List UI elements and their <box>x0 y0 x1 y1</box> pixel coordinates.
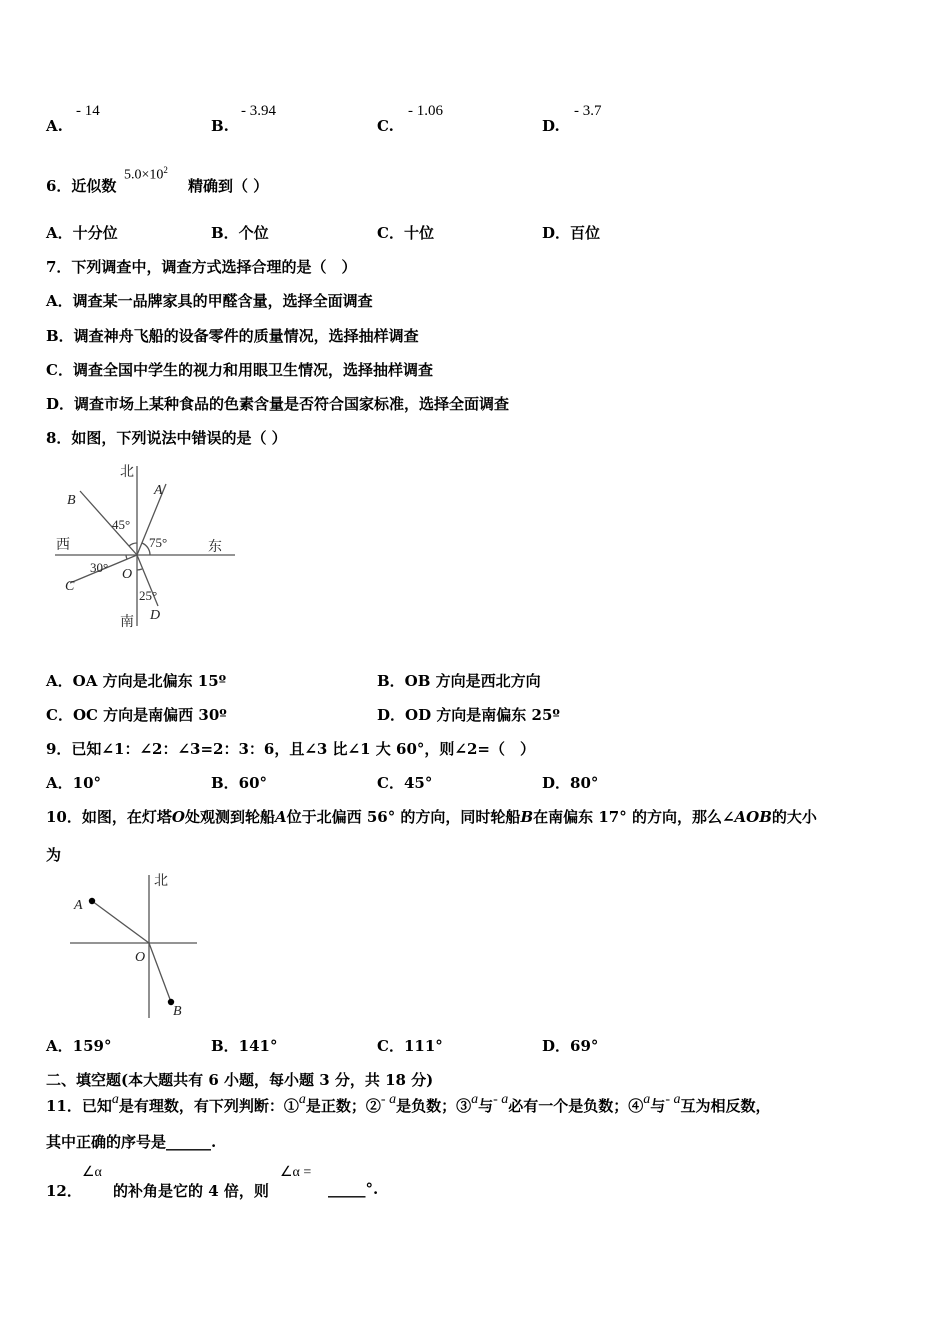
q11-var-neg-a-3: - a <box>665 1092 681 1107</box>
q7-option-a: A．调查某一品牌家具的甲醛含量，选择全面调查 <box>46 292 373 310</box>
q9-stem: 9．已知∠1：∠2：∠3=2：3：6，且∠3 比∠1 大 60°，则∠2=（ ） <box>46 740 535 758</box>
q10-stem-aob: AOB <box>734 808 772 826</box>
q7-option-c: C．调查全国中学生的视力和用眼卫生情况，选择抽样调查 <box>46 361 433 379</box>
q10-ray-oa <box>92 901 149 943</box>
q8-label-north: 北 <box>120 465 134 480</box>
q8-label-d: D <box>150 608 161 623</box>
q11-part1: 11．已知 <box>46 1097 112 1115</box>
q8-arc-45 <box>129 543 137 546</box>
q5-option-d-value: - 3.7 <box>574 103 602 119</box>
q8-arc-25 <box>137 569 142 570</box>
q11-var-a-4: a <box>643 1092 651 1107</box>
q8-option-a: A．OA 方向是北偏东 15º <box>46 672 227 690</box>
q6-expression <box>124 165 168 184</box>
q8-label-south: 南 <box>120 615 134 630</box>
q5-option-d-letter: D. <box>542 117 560 135</box>
q5-option-b-letter: B. <box>211 117 229 135</box>
q8-option-b: B．OB 方向是西北方向 <box>377 672 541 690</box>
q11-part2: 是有理数，有下列判断：① <box>118 1097 299 1115</box>
q6-expr-base: 5.0×10 <box>124 167 164 183</box>
q10-option-b: B．141° <box>211 1037 278 1055</box>
q8-stem: 8．如图，下列说法中错误的是（ ） <box>46 429 287 447</box>
q11-part3: 是正数；② <box>305 1097 381 1115</box>
q8-label-east: 东 <box>208 540 222 555</box>
q8-label-west: 西 <box>56 538 70 553</box>
q10-stem-part4: 在南偏东 17° 的方向，那么∠ <box>533 808 735 826</box>
q5-option-b-value: - 3.94 <box>241 103 276 119</box>
q10-ray-ob <box>149 943 171 1002</box>
q10-stem-a: A <box>274 808 287 826</box>
q11-line1 <box>46 1092 771 1116</box>
q10-stem-part1: 10．如图，在灯塔 <box>46 808 172 826</box>
q10-stem-line2: 为 <box>46 846 62 864</box>
q8-label-b: B <box>67 493 76 508</box>
q8-option-c: C．OC 方向是南偏西 30º <box>46 706 227 724</box>
q10-label-o: O <box>135 950 146 965</box>
q6-expr-exp: 2 <box>163 165 168 175</box>
q11-var-a-1: a <box>111 1092 119 1107</box>
q6-option-b: B．个位 <box>211 224 269 242</box>
q10-stem-o: O <box>171 808 185 826</box>
section2-heading: 二、填空题(本大题共有 6 小题，每小题 3 分，共 18 分) <box>46 1071 434 1089</box>
q10-option-d: D．69° <box>542 1037 599 1055</box>
q6-option-c: C．十位 <box>377 224 434 242</box>
q10-option-a: A．159° <box>46 1037 112 1055</box>
q11-var-neg-a-1: - a <box>380 1092 397 1107</box>
q10-stem-part3: 位于北偏西 56° 的方向，同时轮船 <box>286 808 521 826</box>
q12-number: 12． <box>46 1182 82 1200</box>
q10-option-c: C．111° <box>377 1037 443 1055</box>
q11-part4: 是负数；③ <box>396 1097 472 1115</box>
q8-label-o: O <box>122 567 133 582</box>
q9-option-b: B．60° <box>211 774 268 792</box>
q10-label-a: A <box>74 898 83 913</box>
q11-part8: 互为相反数， <box>680 1097 771 1115</box>
q12-angle-equals: ∠α = <box>280 1165 312 1180</box>
q11-part6: 必有一个是负数；④ <box>508 1097 644 1115</box>
q11-var-a-2: a <box>298 1092 306 1107</box>
q7-stem: 7．下列调查中，调查方式选择合理的是（ ） <box>46 258 357 276</box>
q9-option-a: A．10° <box>46 774 102 792</box>
q6-option-a: A．十分位 <box>46 224 118 242</box>
q7-option-d: D．调查市场上某种食品的色素含量是否符合国家标准，选择全面调查 <box>46 395 510 413</box>
q5-option-c-value: - 1.06 <box>408 103 443 119</box>
q8-compass-figure <box>50 458 245 638</box>
q8-label-30: 30° <box>90 560 109 575</box>
q11-var-neg-a-2: - a <box>493 1092 509 1107</box>
q9-option-d: D．80° <box>542 774 599 792</box>
q6-prefix: 6．近似数 <box>46 177 117 195</box>
q10-stem <box>46 806 817 827</box>
q12-middle: 的补角是它的 4 倍，则 <box>113 1182 269 1200</box>
q10-stem-part2: 处观测到轮船 <box>184 808 275 826</box>
q11-part7: 与 <box>650 1097 666 1115</box>
q10-label-north: 北 <box>154 874 168 889</box>
q11-var-a-3: a <box>471 1092 479 1107</box>
q8-label-a: A <box>154 483 163 498</box>
q5-option-c-letter: C. <box>377 117 394 135</box>
q10-figure <box>65 870 210 1020</box>
q6-option-d: D．百位 <box>542 224 601 242</box>
q5-option-a-letter: A. <box>46 117 63 135</box>
q10-stem-part5: 的大小 <box>771 808 817 826</box>
q6-suffix: 精确到（ ） <box>188 177 269 195</box>
q10-stem-b: B <box>520 808 534 826</box>
q9-option-c: C．45° <box>377 774 433 792</box>
q5-option-a-value: - 14 <box>76 103 100 119</box>
q7-option-b: B．调查神舟飞船的设备零件的质量情况，选择抽样调查 <box>46 327 419 345</box>
q10-label-b: B <box>173 1004 182 1019</box>
q11-line2: 其中正确的序号是______. <box>46 1133 217 1151</box>
q12-blank: _____°. <box>328 1180 379 1198</box>
q11-part5: 与 <box>478 1097 494 1115</box>
q8-label-45: 45° <box>112 517 131 532</box>
q12-angle-alpha: ∠α <box>82 1165 102 1180</box>
q8-label-25: 25° <box>139 588 158 603</box>
q10-point-a <box>89 898 95 904</box>
q8-label-c: C <box>65 579 75 594</box>
q8-option-d: D．OD 方向是南偏东 25º <box>377 706 560 724</box>
q8-label-75: 75° <box>149 535 168 550</box>
